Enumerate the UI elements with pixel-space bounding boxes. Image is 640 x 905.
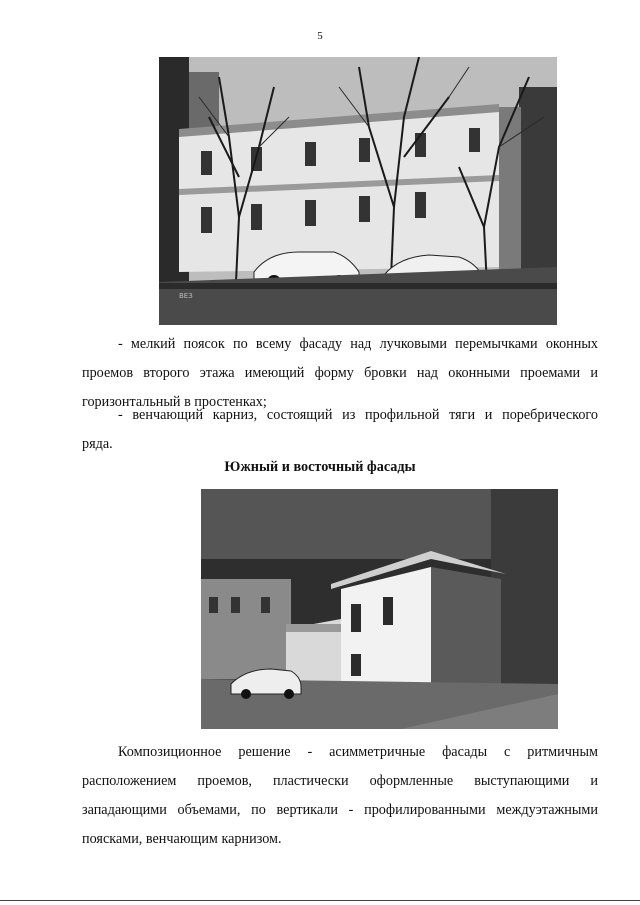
bullet2-line1: - венчающий карниз, состоящий из профильной тяги и поребрического: [118, 407, 598, 423]
bullet-crown-cornice: [82, 401, 598, 459]
bullet1-line1: - мелкий поясок по всему фасаду над лучковыми перемычками оконных: [118, 336, 598, 352]
section-heading: Южный и восточный фасады: [224, 459, 416, 475]
conclusion-line3: западающими объемами, по вертикали - профилированными междуэтажными: [82, 802, 598, 818]
bullet2-line2: ряда.: [82, 436, 113, 452]
page-number: 5: [317, 30, 323, 42]
composition-paragraph: [82, 738, 598, 854]
facade-photo-north-image: [159, 57, 557, 325]
page-bottom-edge: [0, 900, 640, 901]
bullet1-line2: проемов второго этажа имеющий форму бровки над оконными проемами и: [82, 365, 598, 381]
conclusion-line4: поясками, венчающим карнизом.: [82, 831, 282, 847]
facade-photo-south-east-image: [201, 489, 558, 729]
facade-photo-north: [159, 57, 557, 325]
plate-text: ВЕЗ: [179, 292, 193, 300]
conclusion-line1: Композиционное решение - асимметричные фасады с ритмичным: [118, 744, 598, 760]
facade-photo-south-east: [201, 489, 558, 729]
conclusion-line2: расположением проемов, пластически оформленные выступающими и: [82, 773, 598, 789]
bullet1-line3: горизонтальный в простенках;: [82, 394, 267, 410]
